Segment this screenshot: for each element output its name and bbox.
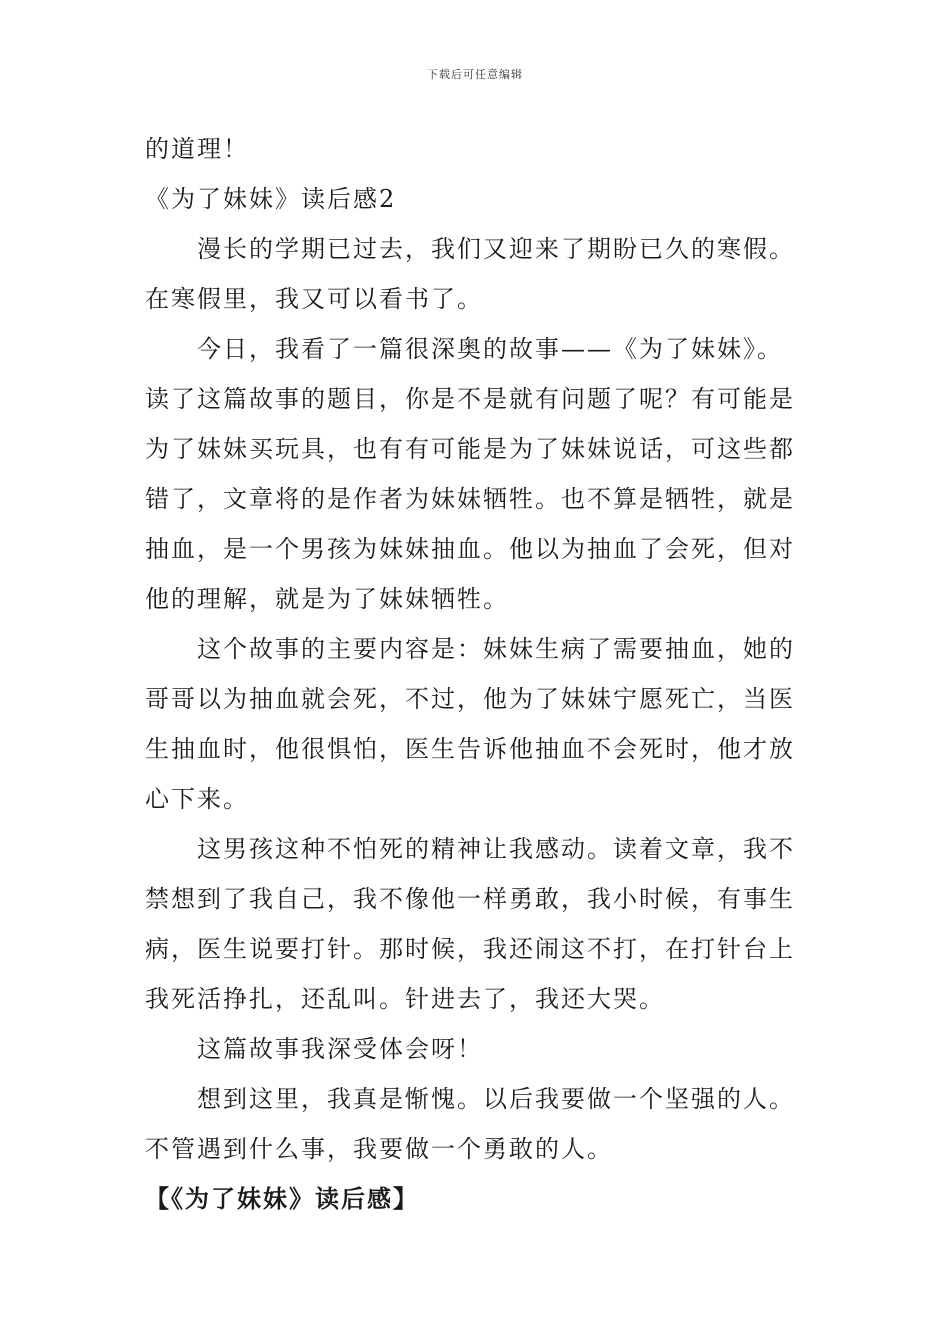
text-line: 为了妹妹买玩具，也有有可能是为了妹妹说话，可这些都 bbox=[145, 435, 795, 463]
text-line: 这篇故事我深受体会呀！ bbox=[197, 1035, 483, 1063]
text-line: 哥哥以为抽血就会死，不过，他为了妹妹宁愿死亡，当医 bbox=[145, 685, 795, 713]
document-body bbox=[145, 124, 809, 1224]
text-line: 这个故事的主要内容是：妹妹生病了需要抽血，她的 bbox=[197, 635, 795, 663]
text-line: 我死活挣扎，还乱叫。针进去了，我还大哭。 bbox=[145, 985, 665, 1013]
text-line: 生抽血时，他很惧怕，医生告诉他抽血不会死时，他才放 bbox=[145, 735, 795, 763]
text-line: 他的理解，就是为了妹妹牺牲。 bbox=[145, 585, 509, 613]
document-footer-title: 【《为了妹妹》读后感】 bbox=[145, 1184, 419, 1213]
text-line: 错了，文章将的是作者为妹妹牺牲。也不算是牺牲，就是 bbox=[145, 485, 795, 513]
text-line: 《为了妹妹》读后感2 bbox=[145, 185, 397, 213]
text-line: 心下来。 bbox=[145, 785, 249, 813]
page-header: 下载后可任意编辑 bbox=[427, 68, 523, 81]
text-line: 在寒假里，我又可以看书了。 bbox=[145, 285, 483, 313]
text-line: 的道理！ bbox=[145, 135, 249, 163]
text-line: 想到这里，我真是惭愧。以后我要做一个坚强的人。 bbox=[197, 1085, 795, 1113]
text-line: 病，医生说要打针。那时候，我还闹这不打，在打针台上 bbox=[145, 935, 795, 963]
text-line: 读了这篇故事的题目，你是不是就有问题了呢？有可能是 bbox=[145, 385, 795, 413]
text-line: 禁想到了我自己，我不像他一样勇敢，我小时候，有事生 bbox=[145, 885, 795, 913]
text-line: 这男孩这种不怕死的精神让我感动。读着文章，我不 bbox=[197, 835, 795, 863]
text-line: 漫长的学期已过去，我们又迎来了期盼已久的寒假。 bbox=[197, 235, 795, 263]
text-line: 抽血，是一个男孩为妹妹抽血。他以为抽血了会死，但对 bbox=[145, 535, 795, 563]
text-line: 不管遇到什么事，我要做一个勇敢的人。 bbox=[145, 1135, 613, 1163]
text-line: 今日，我看了一篇很深奥的故事——《为了妹妹》。 bbox=[197, 335, 783, 363]
